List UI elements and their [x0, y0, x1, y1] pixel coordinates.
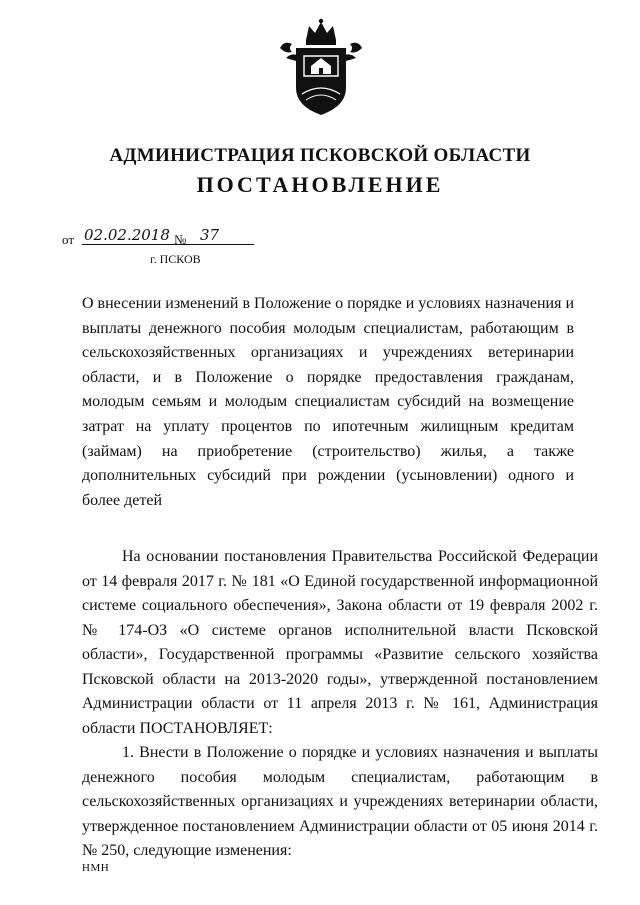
registration-date: 02.02.2018 [82, 226, 194, 245]
organization-title: АДМИНИСТРАЦИЯ ПСКОВСКОЙ ОБЛАСТИ [109, 145, 531, 166]
preamble-paragraph: На основании постановления Правительства Российской Федерации от 14 февраля 2017 г. № 181 «О Единой государственной информационной системе социального обеспечения», Закона области от 19 февраля 2002 г. № 174-ОЗ «О системе органов исполнительной власти Псковской области», Государственной программы «Развитие сельского хозяйства Псковской области на 2013-2020 годы», утвержденной постановлением Администрации области от 11 апреля 2013 г. № 161, Администрация области ПОСТАНОВЛЯЕТ: [82, 548, 598, 737]
registration-number: 37 [194, 226, 254, 245]
item-1-paragraph: 1. Внести в Положение о порядке и условиях назначения и выплаты денежного пособия молодым специалистам, работающим в сельскохозяйственных организациях и учреждениях ветеринарии области, утвержденное постановлением Администрации области от 05 июня 2014 г. № 250, следующие изменения: [82, 744, 598, 859]
number-sign-label: № [174, 232, 187, 247]
registration-line [62, 226, 262, 248]
footer-code: НМН [82, 862, 110, 874]
date-prefix-label: от [62, 232, 75, 247]
city-label: г. ПСКОВ [150, 252, 201, 266]
document-type-title: ПОСТАНОВЛЕНИЕ [196, 172, 444, 197]
document-body [82, 545, 598, 864]
document-subject: О внесении изменений в Положение о порядке и условиях назначения и выплаты денежного пособия молодым специалистам, работающим в сельскохозяйственных организациях и учреждениях ветеринарии области, и в Положение о порядке предоставления гражданам, молодым семьям и молодым специалистам субсидий на возмещение затрат на уплату процентов по ипотечным жилищным кредитам (займам) на приобретение (строительство) жилья, а также дополнительных субсидий при рождении (усыновлении) одного и более детей [82, 295, 575, 509]
pskov-coat-of-arms-icon [276, 18, 366, 118]
